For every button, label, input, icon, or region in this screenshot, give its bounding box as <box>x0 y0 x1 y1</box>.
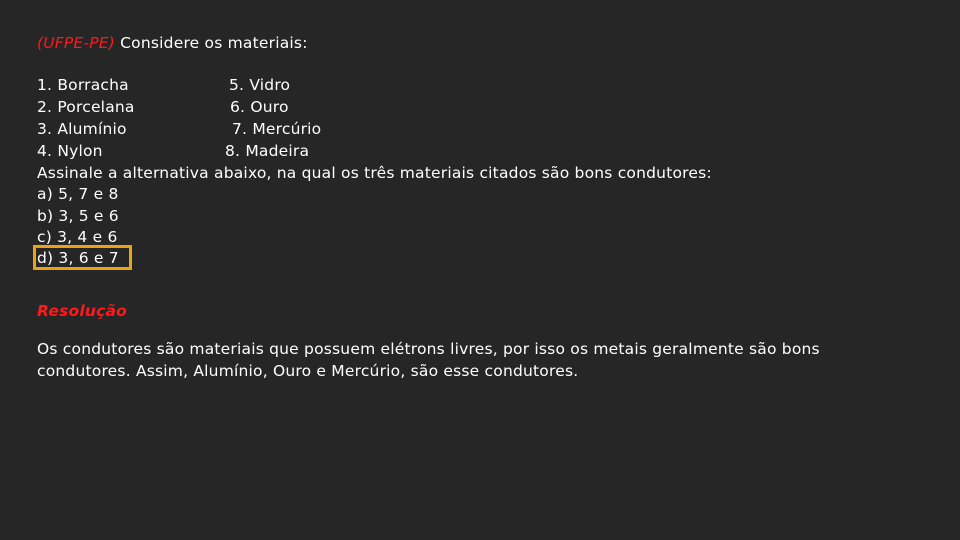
resolution-line-2: condutores. Assim, Alumínio, Ouro e Mercúrio, são esse condutores. <box>37 362 579 380</box>
material-2: 2. Porcelana <box>37 98 135 116</box>
answer-highlight-box <box>33 245 132 270</box>
material-3: 3. Alumínio <box>37 120 127 138</box>
material-7: 7. Mercúrio <box>232 120 322 138</box>
material-6: 6. Ouro <box>230 98 289 116</box>
resolution-line-1: Os condutores são materiais que possuem elétrons livres, por isso os metais geralmente são bons <box>37 340 820 358</box>
question-intro: Considere os materiais: <box>115 34 308 52</box>
option-c: c) 3, 4 e 6 <box>37 228 118 246</box>
material-4: 4. Nylon <box>37 142 103 160</box>
material-1: 1. Borracha <box>37 76 129 94</box>
material-5: 5. Vidro <box>229 76 291 94</box>
question-source: (UFPE-PE) <box>37 34 116 52</box>
question-prompt: Assinale a alternativa abaixo, na qual os três materiais citados são bons condutores: <box>37 164 712 182</box>
question-header <box>37 33 308 53</box>
option-d: d) 3, 6 e 7 <box>37 249 119 267</box>
option-a: a) 5, 7 e 8 <box>37 185 119 203</box>
option-b: b) 3, 5 e 6 <box>37 207 119 225</box>
material-8: 8. Madeira <box>225 142 310 160</box>
resolution-heading: Resolução <box>37 302 127 320</box>
